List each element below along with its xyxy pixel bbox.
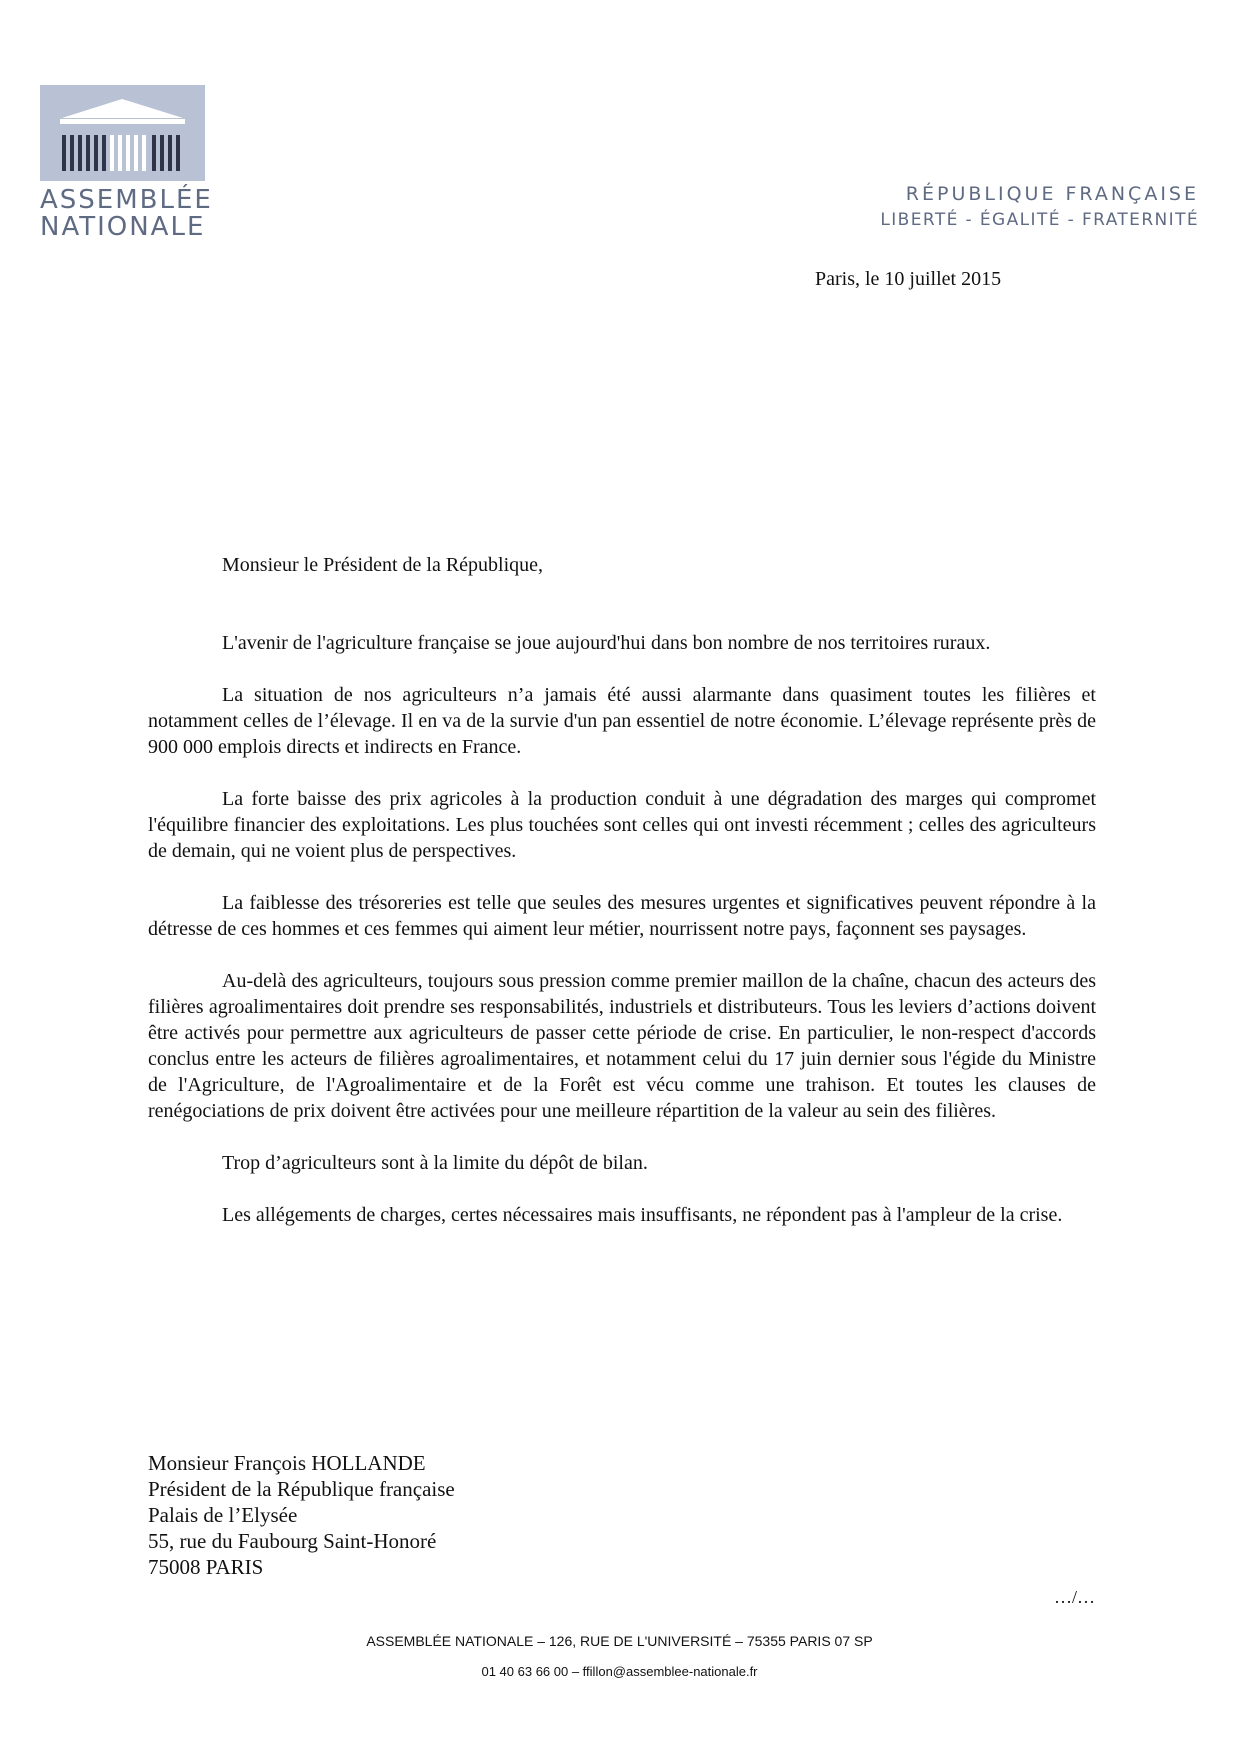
republic-title: RÉPUBLIQUE FRANÇAISE xyxy=(905,183,1199,205)
paragraph: L'avenir de l'agriculture française se joue aujourd'hui dans bon nombre de nos territoires ruraux. xyxy=(222,632,991,654)
republic-motto-line: LIBERTÉ - ÉGALITÉ - FRATERNITÉ xyxy=(880,210,1199,230)
paragraph: La faiblesse des trésoreries est telle que seules des mesures urgentes et significatives peuvent répondre à la détresse de ces hommes et ces femmes qui aiment leur métier, nourrissent notre pays, façonnent ses paysages. xyxy=(148,892,1096,940)
recipient-address xyxy=(148,1450,455,1580)
footer-address: ASSEMBLÉE NATIONALE – 126, RUE DE L'UNIVERSITÉ – 75355 PARIS 07 SP xyxy=(366,1633,873,1649)
address-line: Président de la République française xyxy=(148,1477,455,1501)
republic-motto xyxy=(880,180,1199,232)
letter-date: Paris, le 10 juillet 2015 xyxy=(815,268,1002,290)
colonnade-icon xyxy=(40,85,205,181)
paragraph: Au-delà des agriculteurs, toujours sous pression comme premier maillon de la chaîne, chacun des acteurs des filières agroalimentaires doit prendre ses responsabilités, industriels et distributeurs. Tous les leviers d’actions doivent être activés pour permettre aux agriculteurs de passer cette période de crise. En particulier, le non-respect d'accords conclus entre les acteurs de filières agroalimentaires, et notamment celui du 17 juin dernier sous l'égide du Ministre de l'Agriculture, de l'Agroalimentaire et de la Forêt est vécu comme une trahison. Et toutes les clauses de renégociations de prix doivent être activées pour une meilleure répartition de la valeur au sein des filières. xyxy=(148,970,1096,1122)
logo-line-2: NATIONALE xyxy=(40,212,206,242)
address-line: 55, rue du Faubourg Saint-Honoré xyxy=(148,1529,437,1553)
palais-bourbon-emblem xyxy=(40,85,205,181)
address-line: Palais de l’Elysée xyxy=(148,1503,298,1527)
paragraph: Trop d’agriculteurs sont à la limite du dépôt de bilan. xyxy=(222,1152,648,1174)
footer-contact: 01 40 63 66 00 – ffillon@assemblee-nationale.fr xyxy=(481,1664,758,1679)
paragraph: Les allégements de charges, certes nécessaires mais insuffisants, ne répondent pas à l'ampleur de la crise. xyxy=(222,1204,1063,1226)
assemblee-nationale-logo xyxy=(40,85,213,242)
salutation: Monsieur le Président de la République, xyxy=(222,554,544,576)
address-line: 75008 PARIS xyxy=(148,1555,264,1579)
logo-wordmark xyxy=(40,185,213,242)
page-continuation-mark: …/… xyxy=(1054,1587,1096,1607)
address-line: Monsieur François HOLLANDE xyxy=(148,1451,426,1475)
paragraph: La situation de nos agriculteurs n’a jamais été aussi alarmante dans quasiment toutes les filières et notamment celles de l’élevage. Il en va de la survie d'un pan essentiel de notre économie. L’élevage représente près de 900 000 emplois directs et indirects en France. xyxy=(148,684,1096,758)
paragraph: La forte baisse des prix agricoles à la production conduit à une dégradation des marges qui compromet l'équilibre financier des exploitations. Les plus touchées sont celles qui ont investi récemment ; celles des agriculteurs de demain, qui ne voient plus de perspectives. xyxy=(148,788,1096,862)
letter-body xyxy=(148,552,1096,1254)
logo-line-1: ASSEMBLÉE xyxy=(40,185,213,215)
